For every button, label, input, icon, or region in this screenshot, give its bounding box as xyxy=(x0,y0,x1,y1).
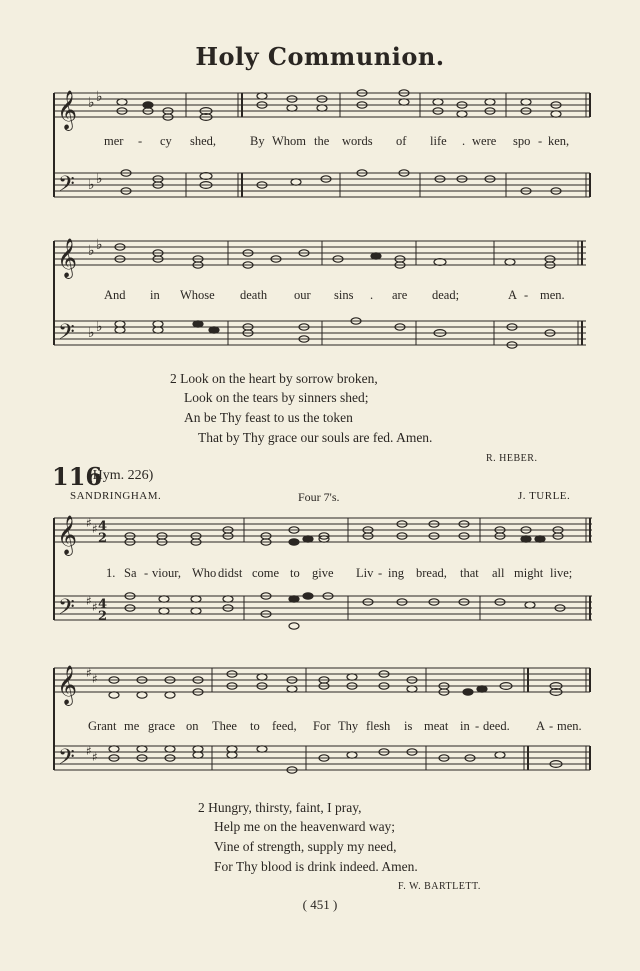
bass-clef-icon: 𝄢 xyxy=(58,595,75,625)
sharp-icon: ♯ xyxy=(92,600,98,614)
verse-line: Help me on the heavenward way; xyxy=(214,819,396,834)
treble-clef-icon: 𝄞 xyxy=(57,90,78,130)
flat-icon: ♭ xyxy=(88,177,95,193)
time-signature-top: 4 xyxy=(98,597,108,612)
flat-icon: ♭ xyxy=(88,325,95,341)
tune-name: SANDRINGHAM. xyxy=(70,490,162,502)
sharp-icon: ♯ xyxy=(86,744,92,758)
bass-clef-icon: 𝄢 xyxy=(58,320,75,350)
sharp-icon: ♯ xyxy=(92,750,98,764)
sharp-icon: ♯ xyxy=(86,666,92,680)
sharp-icon: ♯ xyxy=(86,594,92,608)
flat-icon: ♭ xyxy=(96,237,103,253)
time-signature-bottom: 2 xyxy=(98,531,108,546)
treble-clef-icon: 𝄞 xyxy=(57,515,78,555)
sharp-icon: ♯ xyxy=(92,522,98,536)
bass-clef-icon: 𝄢 xyxy=(58,172,75,202)
flat-icon: ♭ xyxy=(88,243,95,259)
verse-line: That by Thy grace our souls are fed. Amen. xyxy=(198,430,433,445)
author-attribution: R. HEBER. xyxy=(486,453,538,464)
flat-icon: ♭ xyxy=(96,171,103,187)
time-signature-top: 4 xyxy=(98,519,108,534)
sharp-icon: ♯ xyxy=(86,516,92,530)
verse-line: Look on the tears by sinners shed; xyxy=(184,390,369,405)
page-number: ( 451 ) xyxy=(302,897,338,912)
hymn-reference: (Hym. 226) xyxy=(88,468,154,483)
sharp-icon: ♯ xyxy=(92,672,98,686)
time-signature-bottom: 2 xyxy=(98,609,108,624)
verse-line: Vine of strength, supply my need, xyxy=(214,839,397,854)
treble-clef-icon: 𝄞 xyxy=(57,238,78,278)
page-title: Holy Communion. xyxy=(195,42,445,71)
meter: Four 7's. xyxy=(298,490,340,504)
flat-icon: ♭ xyxy=(96,89,103,105)
hymn-number: 116 xyxy=(52,462,103,491)
author-attribution: F. W. BARTLETT. xyxy=(398,881,481,892)
bass-clef-icon: 𝄢 xyxy=(58,745,75,775)
flat-icon: ♭ xyxy=(96,319,103,335)
verse-line: 2 Hungry, thirsty, faint, I pray, xyxy=(198,800,362,815)
verse-line: For Thy blood is drink indeed. Amen. xyxy=(214,859,418,874)
verse-line: An be Thy feast to us the token xyxy=(184,410,353,425)
verse-line: 2 Look on the heart by sorrow broken, xyxy=(170,371,378,386)
flat-icon: ♭ xyxy=(88,95,95,111)
composer: J. TURLE. xyxy=(518,490,571,502)
treble-clef-icon: 𝄞 xyxy=(57,665,78,705)
